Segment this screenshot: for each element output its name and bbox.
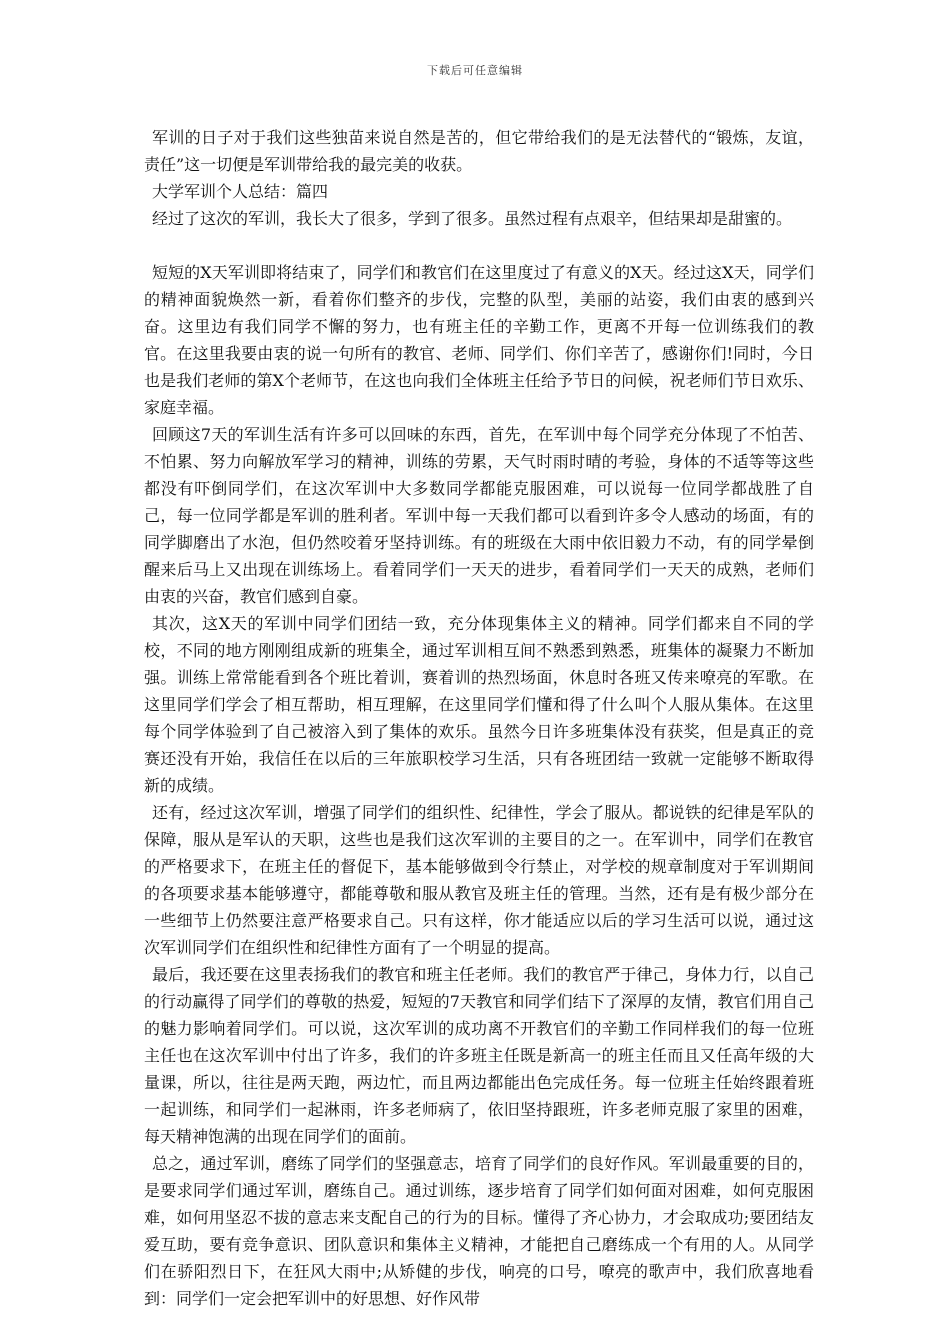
paragraph: 军训的日子对于我们这些独苗来说自然是苦的，但它带给我们的是无法替代的“锻炼，友谊，责任”这一切便是军训带给我的最完美的收获。 <box>144 128 814 174</box>
paragraph: 还有，经过这次军训，增强了同学们的组织性、纪律性，学会了服从。都说铁的纪律是军队的保障，服从是军认的天职，这些也是我们这次军训的主要目的之一。在军训中，同学们在教官的严格要求下，在班主任的督促下，基本能够做到令行禁止，对学校的规章制度对于军训期间的各项要求基本能够遵守，都能尊敬和服从教官及班主任的管理。当然，还有是有极少部分在一些细节上仍然要注意严格要求自己。只有这样，你才能适应以后的学习生活可以说，通过这次军训同学们在组织性和纪律性方面有了一个明显的提高。 <box>144 803 814 957</box>
section-heading: 大学军训个人总结：篇四 <box>152 182 329 201</box>
paragraph: 回顾这7天的军训生活有许多可以回味的东西，首先，在军训中每个同学充分体现了不怕苦、不怕累、努力向解放军学习的精神，训练的劳累，天气时雨时晴的考验，身体的不适等等这些都没有吓倒同学们，在这次军训中大多数同学都能克服困难，可以说每一位同学都战胜了自己，每一位同学都是军训的胜利者。军训中每一天我们都可以看到许多令人感动的场面，有的同学脚磨出了水泡，但仍然咬着牙坚持训练。有的班级在大雨中依旧毅力不动，有的同学晕倒醒来后马上又出现在训练场上。看着同学们一天天的进步，看着同学们一天天的成熟，老师们由衷的兴奋，教官们感到自豪。 <box>144 425 814 606</box>
paragraph: 经过了这次的军训，我长大了很多，学到了很多。虽然过程有点艰辛，但结果却是甜蜜的。 <box>152 209 793 228</box>
page-header: 下载后可任意编辑 <box>427 64 523 77</box>
paragraph: 总之，通过军训，磨练了同学们的坚强意志，培育了同学们的良好作风。军训最重要的目的，是要求同学们通过军训，磨练自己。通过训练，逐步培育了同学们如何面对困难，如何克服困难，如何用坚忍不拔的意志来支配自己的行为的目标。懂得了齐心协力，才会取成功;要团结友爱互助，要有竞争意识、团队意识和集体主义精神，才能把自己磨练成一个有用的人。从同学们在骄阳烈日下，在狂风大雨中;从矫健的步伐，响亮的口号，嘹亮的歌声中，我们欣喜地看到：同学们一定会把军训中的好思想、好作风带 <box>144 1154 814 1308</box>
document-body <box>144 124 814 1312</box>
paragraph: 最后，我还要在这里表扬我们的教官和班主任老师。我们的教官严于律己，身体力行，以自己的行动赢得了同学们的尊敬的热爱，短短的7天教官和同学们结下了深厚的友情，教官们用自己的魅力影响着同学们。可以说，这次军训的成功离不开教官们的辛勤工作同样我们的每一位班主任也在这次军训中付出了许多，我们的许多班主任既是新高一的班主任而且又任高年级的大量课，所以，往往是两天跑，两边忙，而且两边都能出色完成任务。每一位班主任始终跟着班一起训练，和同学们一起淋雨，许多老师病了，依旧坚持跟班，许多老师克服了家里的困难，每天精神饱满的出现在同学们的面前。 <box>144 965 814 1146</box>
paragraph: 短短的X天军训即将结束了，同学们和教官们在这里度过了有意义的X天。经过这X天，同学们的精神面貌焕然一新，看着你们整齐的步伐，完整的队型，美丽的站姿，我们由衷的感到兴奋。这里边有我们同学不懈的努力，也有班主任的辛勤工作，更离不开每一位训练我们的教官。在这里我要由衷的说一句所有的教官、老师、同学们、你们辛苦了，感谢你们!同时，今日也是我们老师的第X个老师节，在这也向我们全体班主任给予节日的问候，祝老师们节日欢乐、家庭幸福。 <box>144 263 814 417</box>
paragraph: 其次，这X天的军训中同学们团结一致，充分体现集体主义的精神。同学们都来自不同的学校，不同的地方刚刚组成新的班集全，通过军训相互间不熟悉到熟悉，班集体的凝聚力不断加强。训练上常常能看到各个班比着训，赛着训的热烈场面，休息时各班又传来嘹亮的军歌。在这里同学们学会了相互帮助，相互理解，在这里同学们懂和得了什么叫个人服从集体。在这里每个同学体验到了自己被溶入到了集体的欢乐。虽然今日许多班集体没有获奖，但是真正的竞赛还没有开始，我信任在以后的三年旅职校学习生活，只有各班团结一致就一定能够不断取得新的成绩。 <box>144 614 814 795</box>
